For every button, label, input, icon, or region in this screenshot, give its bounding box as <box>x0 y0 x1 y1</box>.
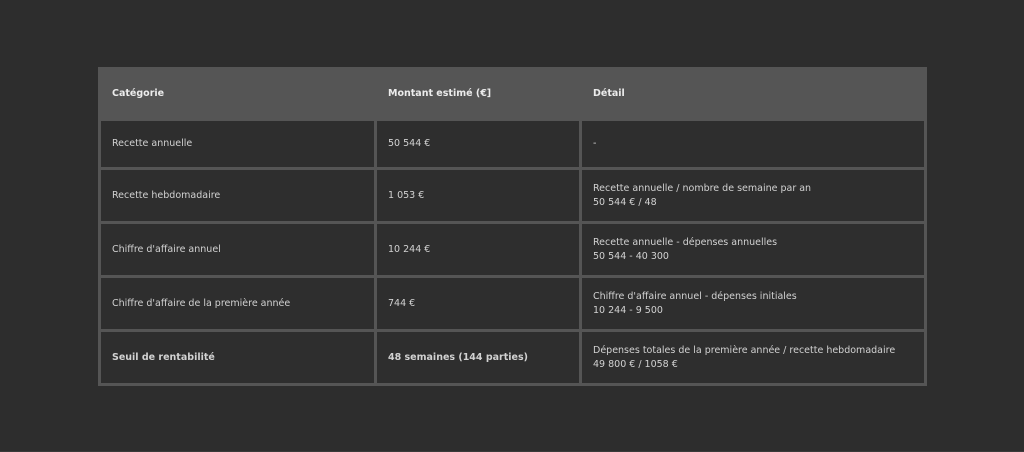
detail-line: 50 544 - 40 300 <box>593 250 669 262</box>
cell-detail <box>581 331 926 385</box>
cell-category: Recette hebdomadaire <box>100 169 376 223</box>
header-category: Catégorie <box>100 69 376 120</box>
cell-category: Seuil de rentabilité <box>100 331 376 385</box>
detail-line: 50 544 € / 48 <box>593 196 657 208</box>
detail-line: - <box>593 138 597 149</box>
cell-category: Chiffre d'affaire de la première année <box>100 277 376 331</box>
table-row <box>100 120 926 169</box>
cell-amount: 10 244 € <box>376 223 581 277</box>
cell-detail <box>581 223 926 277</box>
detail-line: Recette annuelle / nombre de semaine par an <box>593 182 812 194</box>
cell-amount: 50 544 € <box>376 120 581 169</box>
detail-line: 49 800 € / 1058 € <box>593 358 678 370</box>
cell-detail <box>581 120 926 169</box>
table-header-row <box>100 69 926 120</box>
table-row-total <box>100 331 926 385</box>
detail-line: Dépenses totales de la première année / recette hebdomadaire <box>593 344 896 356</box>
cell-category: Chiffre d'affaire annuel <box>100 223 376 277</box>
detail-line: 10 244 - 9 500 <box>593 304 663 316</box>
cell-amount: 48 semaines (144 parties) <box>376 331 581 385</box>
cell-detail <box>581 169 926 223</box>
cell-category: Recette annuelle <box>100 120 376 169</box>
cell-detail <box>581 277 926 331</box>
detail-line: Chiffre d'affaire annuel - dépenses initiales <box>593 290 797 302</box>
table-row <box>100 223 926 277</box>
detail-line: Recette annuelle - dépenses annuelles <box>593 236 778 248</box>
cell-amount: 1 053 € <box>376 169 581 223</box>
profitability-table <box>98 67 927 386</box>
table-row <box>100 169 926 223</box>
table-row <box>100 277 926 331</box>
header-detail: Détail <box>581 69 926 120</box>
header-amount: Montant estimé (€] <box>376 69 581 120</box>
cell-amount: 744 € <box>376 277 581 331</box>
